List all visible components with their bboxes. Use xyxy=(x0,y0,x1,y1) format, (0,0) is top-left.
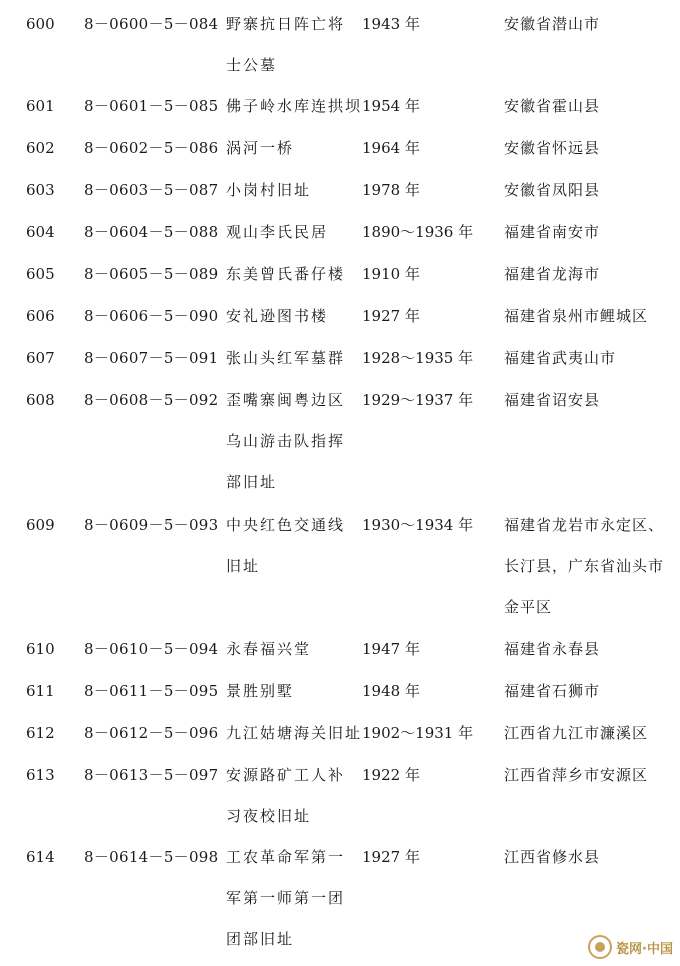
row-name-line: 中央红色交通线 xyxy=(226,516,346,534)
row-name-line: 小岗村旧址 xyxy=(226,181,312,199)
row-location-line: 福建省石狮市 xyxy=(504,682,601,700)
row-number: 610 xyxy=(26,640,55,658)
row-location xyxy=(504,629,600,670)
row-location xyxy=(504,170,600,211)
row-name xyxy=(226,755,345,837)
row-number: 613 xyxy=(26,766,55,784)
row-year: 1927 年 xyxy=(362,848,420,866)
row-year: 1964 年 xyxy=(362,139,420,157)
row-number: 603 xyxy=(26,181,55,199)
row-name-line: 工农革命军第一 xyxy=(226,848,346,866)
row-name xyxy=(226,671,294,712)
row-location xyxy=(504,713,648,754)
row-code: 8－0600－5－084 xyxy=(84,15,219,33)
row-number: 604 xyxy=(26,223,55,241)
row-location xyxy=(504,86,600,127)
row-year: 1929～1937 年 xyxy=(362,391,474,409)
watermark-text: 瓷网·中国 xyxy=(616,941,673,957)
row-code: 8－0608－5－092 xyxy=(84,391,219,409)
row-name xyxy=(226,338,345,379)
row-year: 1928～1935 年 xyxy=(362,349,474,367)
row-name-line: 景胜别墅 xyxy=(226,682,295,700)
row-number: 607 xyxy=(26,349,55,367)
row-location xyxy=(504,837,600,878)
row-name-line: 张山头红军墓群 xyxy=(226,349,346,367)
row-number: 600 xyxy=(26,15,55,33)
row-location xyxy=(504,254,600,295)
row-number: 606 xyxy=(26,307,55,325)
row-name-line: 佛子岭水库连拱坝 xyxy=(226,97,363,115)
row-name xyxy=(226,170,311,211)
row-name-line: 歪嘴寨闽粤边区 xyxy=(226,391,346,409)
row-name-line: 观山李氏民居 xyxy=(226,223,329,241)
row-name-line: 安源路矿工人补 xyxy=(226,766,346,784)
row-name xyxy=(226,4,345,86)
row-code: 8－0606－5－090 xyxy=(84,307,219,325)
row-location xyxy=(504,505,664,628)
row-year: 1948 年 xyxy=(362,682,420,700)
row-number: 605 xyxy=(26,265,55,283)
row-number: 608 xyxy=(26,391,55,409)
row-location-line: 福建省永春县 xyxy=(504,640,601,658)
row-name-line: 旧址 xyxy=(226,557,261,575)
row-name-line: 士公墓 xyxy=(226,56,278,74)
row-location-line: 安徽省霍山县 xyxy=(504,97,601,115)
row-location xyxy=(504,338,616,379)
row-location-line: 福建省泉州市鲤城区 xyxy=(504,307,649,325)
row-location-line: 福建省武夷山市 xyxy=(504,349,617,367)
row-year: 1943 年 xyxy=(362,15,420,33)
row-name-line: 乌山游击队指挥 xyxy=(226,432,346,450)
row-year: 1922 年 xyxy=(362,766,420,784)
row-name xyxy=(226,296,328,337)
row-location xyxy=(504,380,600,421)
row-location-line: 金平区 xyxy=(504,598,553,616)
row-name xyxy=(226,380,345,503)
row-year: 1902～1931 年 xyxy=(362,724,474,742)
row-code: 8－0607－5－091 xyxy=(84,349,219,367)
row-location-line: 安徽省怀远县 xyxy=(504,139,601,157)
row-code: 8－0612－5－096 xyxy=(84,724,219,742)
row-name xyxy=(226,629,311,670)
row-number: 612 xyxy=(26,724,55,742)
row-name-line: 涡河一桥 xyxy=(226,139,295,157)
row-name-line: 团部旧址 xyxy=(226,930,295,948)
row-name-line: 军第一师第一团 xyxy=(226,889,346,907)
row-name-line: 永春福兴堂 xyxy=(226,640,312,658)
row-name-line: 东美曾氏番仔楼 xyxy=(226,265,346,283)
row-location-line: 福建省龙岩市永定区、 xyxy=(504,516,665,534)
row-location xyxy=(504,755,648,796)
row-code: 8－0613－5－097 xyxy=(84,766,219,784)
row-code: 8－0614－5－098 xyxy=(84,848,219,866)
row-year: 1890～1936 年 xyxy=(362,223,474,241)
row-number: 614 xyxy=(26,848,55,866)
row-number: 611 xyxy=(26,682,55,700)
row-code: 8－0602－5－086 xyxy=(84,139,219,157)
row-name xyxy=(226,254,345,295)
row-number: 602 xyxy=(26,139,55,157)
row-location-line: 安徽省潜山市 xyxy=(504,15,601,33)
row-name xyxy=(226,86,362,127)
row-name-line: 习夜校旧址 xyxy=(226,807,312,825)
row-location-line: 长汀县，广东省汕头市 xyxy=(504,557,665,575)
row-code: 8－0611－5－095 xyxy=(84,682,219,700)
row-name-line: 野寨抗日阵亡将 xyxy=(226,15,346,33)
row-code: 8－0601－5－085 xyxy=(84,97,219,115)
watermark-logo-icon xyxy=(588,935,612,959)
row-year: 1954 年 xyxy=(362,97,420,115)
row-location xyxy=(504,671,600,712)
row-year: 1930～1934 年 xyxy=(362,516,474,534)
row-name-line: 九江姑塘海关旧址 xyxy=(226,724,363,742)
row-number: 609 xyxy=(26,516,55,534)
row-location-line: 福建省诏安县 xyxy=(504,391,601,409)
row-location-line: 江西省萍乡市安源区 xyxy=(504,766,649,784)
row-location xyxy=(504,4,600,45)
row-name xyxy=(226,505,345,587)
row-name xyxy=(226,212,328,253)
row-name-line: 安礼逊图书楼 xyxy=(226,307,329,325)
row-location-line: 福建省龙海市 xyxy=(504,265,601,283)
row-code: 8－0610－5－094 xyxy=(84,640,219,658)
row-location xyxy=(504,296,648,337)
row-year: 1947 年 xyxy=(362,640,420,658)
row-location xyxy=(504,128,600,169)
row-number: 601 xyxy=(26,97,55,115)
row-name xyxy=(226,128,294,169)
row-name xyxy=(226,837,345,960)
row-location-line: 江西省修水县 xyxy=(504,848,601,866)
row-name xyxy=(226,713,362,754)
row-year: 1927 年 xyxy=(362,307,420,325)
row-location xyxy=(504,212,600,253)
row-code: 8－0604－5－088 xyxy=(84,223,219,241)
row-year: 1910 年 xyxy=(362,265,420,283)
row-year: 1978 年 xyxy=(362,181,420,199)
row-name-line: 部旧址 xyxy=(226,473,278,491)
row-code: 8－0603－5－087 xyxy=(84,181,219,199)
row-location-line: 江西省九江市濂溪区 xyxy=(504,724,649,742)
watermark xyxy=(588,932,676,962)
row-location-line: 福建省南安市 xyxy=(504,223,601,241)
row-location-line: 安徽省凤阳县 xyxy=(504,181,601,199)
row-code: 8－0605－5－089 xyxy=(84,265,219,283)
row-code: 8－0609－5－093 xyxy=(84,516,219,534)
